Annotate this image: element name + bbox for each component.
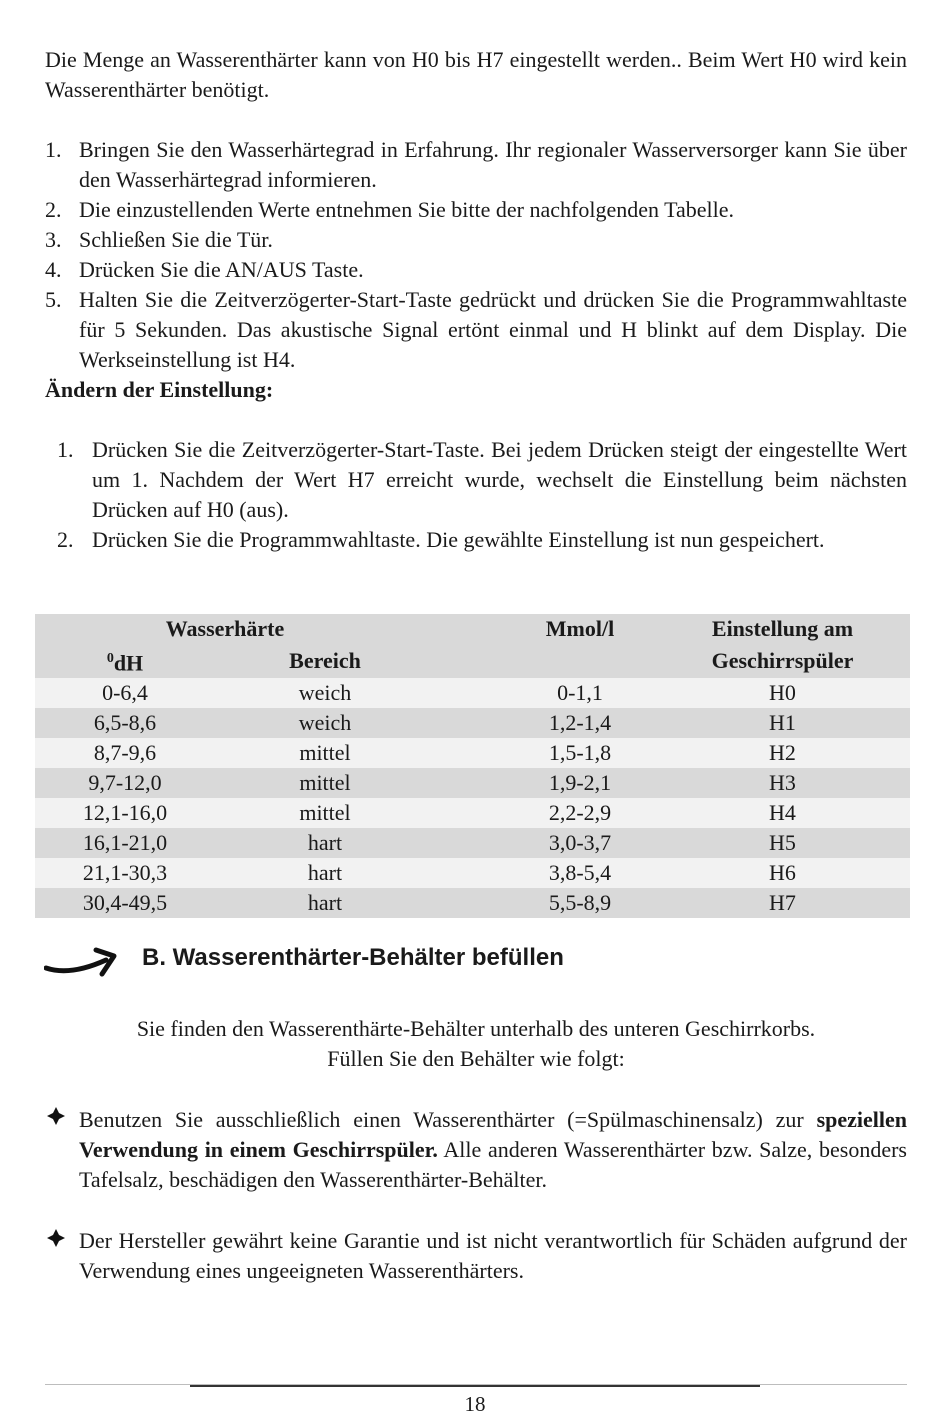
table-cell-setting: H2 [655,738,910,768]
diamond-bullet-icon [46,1228,66,1248]
table-cell-mmol: 0-1,1 [505,678,655,708]
step-text: Drücken Sie die Programmwahltaste. Die gewählte Einstellung ist nun gespeichert. [92,527,825,552]
table-cell-mmol: 5,5-8,9 [505,888,655,918]
table-cell-setting: H7 [655,888,910,918]
table-cell-bereich [215,768,505,798]
table-cell-dh: 0-6,4 [35,678,215,708]
table-cell-dh: 12,1-16,0 [35,798,215,828]
step-text: Bringen Sie den Wasserhärtegrad in Erfahrung. Ihr regionaler Wasserversorger kann Sie über den Wasserhärtegrad informieren. [79,137,907,192]
table-cell-bereich [215,678,505,708]
table-cell-bereich [215,738,505,768]
bullet-1-bold: speziellen Verwendung in einem Geschirrspüler. [79,1107,907,1162]
table-cell-dh: 16,1-21,0 [35,828,215,858]
table-row [35,738,910,768]
header-setting-1: Einstellung am [655,614,910,644]
step-text: Schließen Sie die Tür. [79,227,273,252]
table-cell-mmol: 3,8-5,4 [505,858,655,888]
change-heading: Ändern der Einstellung: [45,377,274,402]
table-cell-setting: H5 [655,828,910,858]
table-cell-setting: H1 [655,708,910,738]
header-bereich-label: Bereich [289,648,361,674]
table-cell-bereich-text: weich [298,680,352,706]
table-cell-bereich [215,798,505,828]
bullet-2-text: Der Hersteller gewährt keine Garantie und ist nicht verantwortlich für Schäden aufgrund der Verwendung eines ungeeigneten Wasserenthärters. [79,1228,907,1283]
table-cell-bereich-text: mittel [299,740,351,766]
table-cell-bereich-text: hart [307,860,343,886]
step-number: 4. [45,257,62,282]
step-number: 2. [57,527,74,552]
step-text: Drücken Sie die AN/AUS Taste. [79,257,364,282]
diamond-bullet-icon [46,1106,66,1126]
table-cell-dh: 8,7-9,6 [35,738,215,768]
table-row [35,708,910,738]
table-cell-bereich-text: mittel [299,770,351,796]
table-cell-dh: 21,1-30,3 [35,858,215,888]
step-number: 1. [45,137,62,162]
section-b-intro-line-2: Füllen Sie den Behälter wie folgt: [327,1046,625,1071]
table-cell-bereich [215,708,505,738]
header-setting-2: Geschirrspüler [655,644,910,678]
table-subheader-row [35,644,910,678]
table-cell-bereich-text: hart [307,830,343,856]
header-wasserhaerte-label: Wasserhärte [165,616,285,641]
water-hardness-table [35,614,910,918]
table-row [35,828,910,858]
footer-divider-accent [190,1385,760,1387]
table-cell-bereich-text: hart [307,890,343,916]
bullet-1-text [79,1105,907,1195]
table-cell-mmol: 3,0-3,7 [505,828,655,858]
table-row [35,858,910,888]
header-dh [35,644,215,678]
table-body [35,678,910,918]
table-row [35,888,910,918]
bullet-1-part-b: Alle anderen Wasserenthärter bzw. Salze, besonders Tafelsalz, beschädigen den Wasserenthärter-Behälter. [79,1137,907,1192]
table-cell-dh: 30,4-49,5 [35,888,215,918]
table-cell-bereich [215,828,505,858]
table-cell-setting: H3 [655,768,910,798]
table-cell-mmol: 2,2-2,9 [505,798,655,828]
header-bereich [215,644,505,678]
table-cell-setting: H4 [655,798,910,828]
page-number: 18 [464,1392,486,1416]
table-cell-setting: H6 [655,858,910,888]
table-row [35,768,910,798]
table-row [35,678,910,708]
step-number: 1. [57,437,74,462]
header-mmol: Mmol/l [505,614,655,644]
header-dh-sup: 0 [106,651,114,666]
step-number: 2. [45,197,62,222]
table-cell-setting: H0 [655,678,910,708]
header-wasserhaerte [35,614,505,644]
table-row [35,798,910,828]
header-dh-label: dH [113,650,144,676]
table-cell-bereich [215,858,505,888]
table-cell-bereich [215,888,505,918]
table-cell-dh: 9,7-12,0 [35,768,215,798]
step-number: 3. [45,227,62,252]
intro-paragraph: Die Menge an Wasserenthärter kann von H0 bis H7 eingestellt werden.. Beim Wert H0 wird kein Wasserenthärter benötigt. [45,47,907,102]
table-cell-dh: 6,5-8,6 [35,708,215,738]
table-cell-bereich-text: weich [298,710,352,736]
table-cell-bereich-text: mittel [299,800,351,826]
table-cell-mmol: 1,5-1,8 [505,738,655,768]
table-header-row [35,614,910,644]
table-cell-mmol: 1,9-2,1 [505,768,655,798]
table-cell-mmol: 1,2-1,4 [505,708,655,738]
bullet-1-part-a: Benutzen Sie ausschließlich einen Wasserenthärter (=Spülmaschinensalz) zur [79,1107,804,1132]
step-text: Drücken Sie die Zeitverzögerter-Start-Taste. Bei jedem Drücken steigt der eingestellte Wert um 1. Nachdem der Wert H7 erreicht wurde, wechselt die Einstellung beim nächsten Drücken auf H0 (aus). [92,437,907,522]
step-text: Halten Sie die Zeitverzögerter-Start-Taste gedrückt und drücken Sie die Programmwahltaste für 5 Sekunden. Das akustische Signal ertönt einmal und H blinkt auf dem Display. Die Werkseinstellung ist H4. [79,287,907,372]
header-empty [505,644,655,678]
section-b-title: B. Wasserenthärter-Behälter befüllen [142,944,564,971]
section-b-intro-line-1: Sie finden den Wasserenthärte-Behälter unterhalb des unteren Geschirrkorbs. [136,1016,816,1041]
step-number: 5. [45,287,62,312]
step-text: Die einzustellenden Werte entnehmen Sie bitte der nachfolgenden Tabelle. [79,197,735,222]
arrow-icon [44,944,122,984]
